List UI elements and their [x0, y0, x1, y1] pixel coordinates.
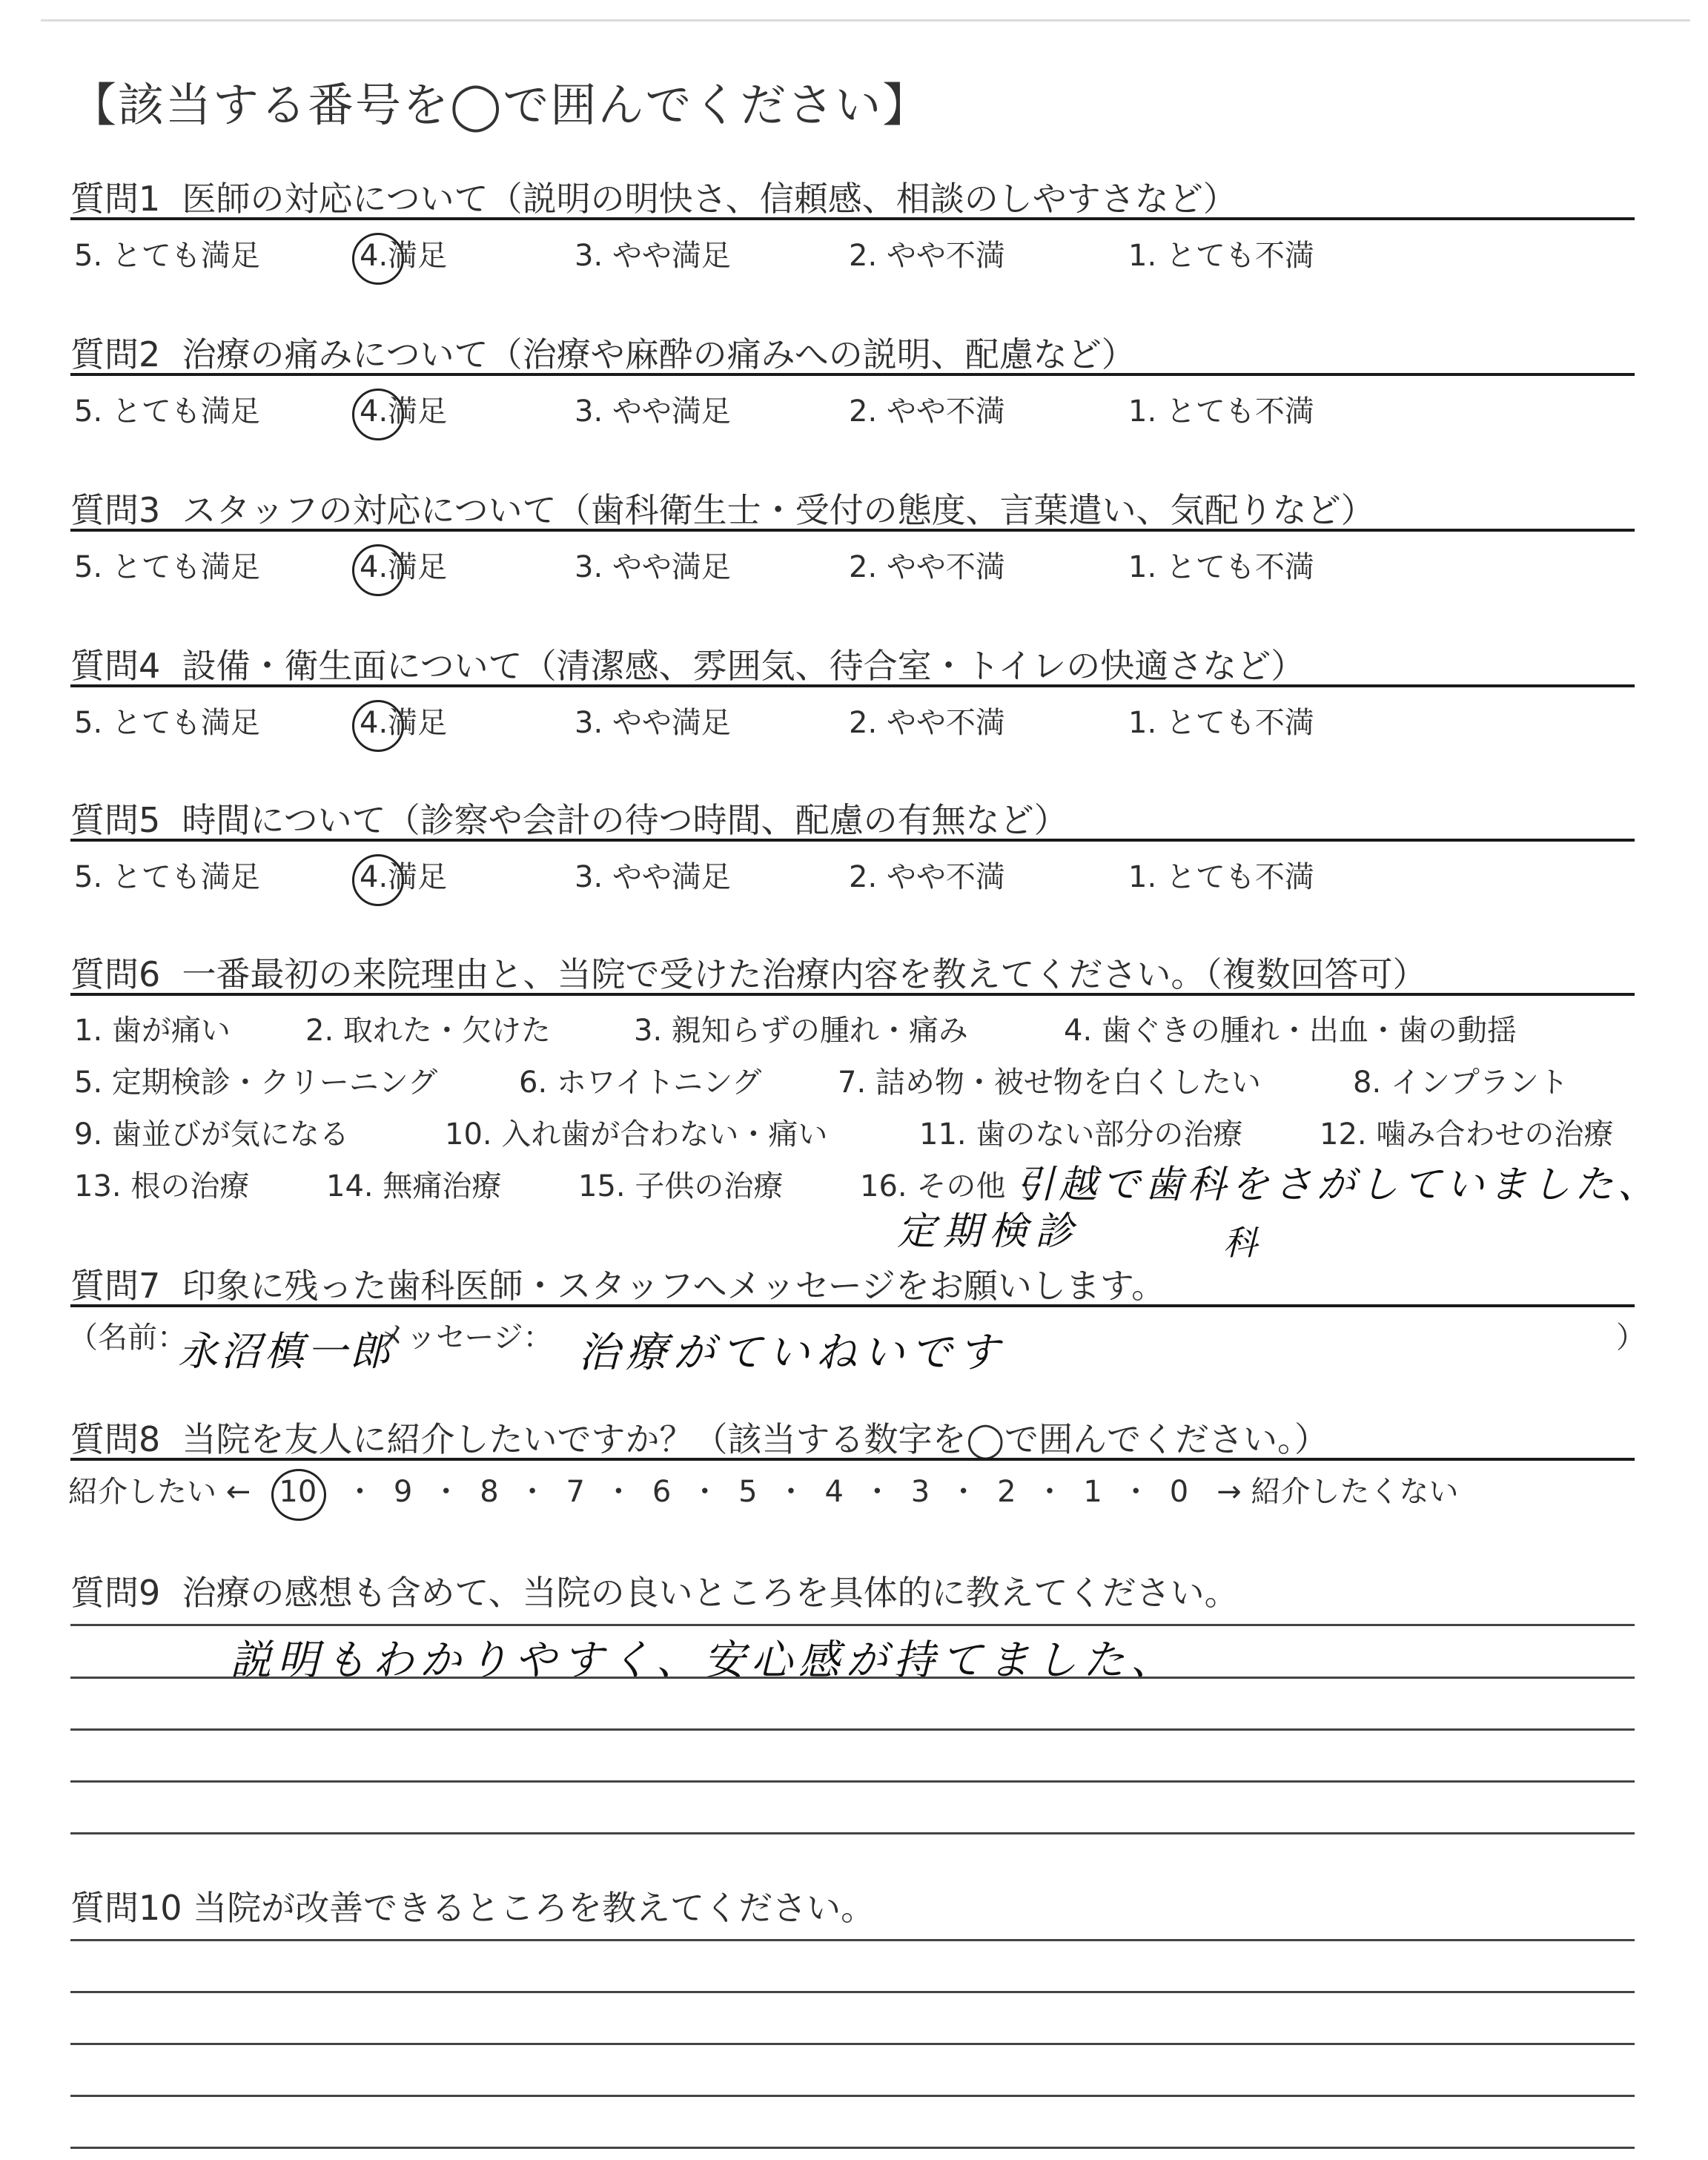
q6-option-4[interactable]: 4. 歯ぐきの腫れ・出血・歯の動揺: [1064, 1014, 1517, 1048]
q10-line-5: [70, 2147, 1635, 2149]
q5-option-4-label: 満足: [388, 860, 448, 894]
question-6-title: [70, 948, 1427, 997]
q7-message-label: メッセージ：: [377, 1321, 553, 1355]
question-9-label: 質問9: [70, 1573, 161, 1613]
q6-option-12[interactable]: 12. 噛み合わせの治療: [1320, 1117, 1614, 1152]
question-4-label: 質問4: [70, 646, 161, 686]
q3-option-4[interactable]: [360, 544, 447, 586]
question-7-title: [70, 1259, 1165, 1308]
q6-option-7[interactable]: 7. 詰め物・被せ物を白くしたい: [838, 1066, 1261, 1100]
q6-other-handwritten: 引越で歯科をさがしていました、: [1016, 1163, 1661, 1207]
q9-line-1: [70, 1624, 1635, 1626]
q6-option-8[interactable]: 8. インプラント: [1353, 1066, 1569, 1100]
q3-option-3[interactable]: 3. やや満足: [575, 550, 731, 584]
q6-other-handwritten-2: 定期検診: [897, 1209, 1082, 1254]
q2-option-4-label: 満足: [388, 394, 448, 429]
q2-option-3[interactable]: 3. やや満足: [575, 394, 731, 429]
question-1-text: 医師の対応について（説明の明快さ、信頼感、相談のしやすさなど）: [182, 179, 1237, 219]
q1-option-1[interactable]: 1. とても不満: [1128, 239, 1314, 273]
q2-option-4[interactable]: [360, 388, 447, 430]
q6-option-13[interactable]: 13. 根の治療: [74, 1169, 250, 1203]
q7-name-label: （名前：: [68, 1321, 187, 1355]
question-4-text: 設備・衛生面について（清潔感、雰囲気、待合室・トイレの快適さなど）: [182, 646, 1305, 686]
q8-score-0[interactable]: 0: [1169, 1475, 1189, 1509]
q5-option-5[interactable]: 5. とても満足: [74, 860, 260, 894]
q4-option-5[interactable]: 5. とても満足: [74, 706, 260, 740]
question-3-title: [70, 483, 1375, 532]
question-8-text: 当院を友人に紹介したいですか？（該当する数字を◯で囲んでください。）: [182, 1419, 1329, 1459]
question-9-title: [70, 1566, 1239, 1615]
q6-option-2[interactable]: 2. 取れた・欠けた: [305, 1014, 551, 1048]
q8-left-label: 紹介したい ←: [68, 1475, 251, 1509]
question-6-text: 一番最初の来院理由と、当院で受けた治療内容を教えてください。（複数回答可）: [182, 954, 1427, 994]
page-title: 【該当する番号を◯で囲んでください】: [70, 78, 930, 132]
question-5-rule: [70, 839, 1635, 842]
q6-option-16[interactable]: 16. その他（: [860, 1169, 1036, 1203]
q2-option-1[interactable]: 1. とても不満: [1128, 394, 1314, 429]
q4-selected-circle: 4.: [360, 706, 388, 740]
q8-score-4[interactable]: 4: [824, 1475, 844, 1509]
q8-score-3[interactable]: 3: [910, 1475, 930, 1509]
q6-other-handwritten-3: 科: [1223, 1223, 1265, 1263]
q8-score-9[interactable]: 9: [393, 1475, 413, 1509]
q3-option-1[interactable]: 1. とても不満: [1128, 550, 1314, 584]
q5-option-1[interactable]: 1. とても不満: [1128, 860, 1314, 894]
q8-score-5[interactable]: 5: [738, 1475, 758, 1509]
q5-selected-circle: 4.: [360, 860, 388, 894]
question-8-title: [70, 1413, 1328, 1462]
q8-score-10[interactable]: 10: [279, 1475, 317, 1509]
question-5-label: 質問5: [70, 800, 161, 840]
q1-option-3[interactable]: 3. やや満足: [575, 239, 731, 273]
question-10-label: 質問10: [70, 1888, 182, 1928]
q6-option-9[interactable]: 9. 歯並びが気になる: [74, 1117, 349, 1152]
question-9-text: 治療の感想も含めて、当院の良いところを具体的に教えてください。: [182, 1573, 1239, 1613]
question-10-text: 当院が改善できるところを教えてください。: [193, 1888, 875, 1928]
q1-option-4[interactable]: [360, 232, 447, 274]
q3-option-2[interactable]: 2. やや不満: [849, 550, 1005, 584]
q10-line-1: [70, 1939, 1635, 1941]
q6-option-10[interactable]: 10. 入れ歯が合わない・痛い: [445, 1117, 828, 1152]
q4-option-2[interactable]: 2. やや不満: [849, 706, 1005, 740]
q6-option-11[interactable]: 11. 歯のない部分の治療: [919, 1117, 1243, 1152]
q2-option-2[interactable]: 2. やや不満: [849, 394, 1005, 429]
question-1-rule: [70, 217, 1635, 220]
q1-option-4-label: 満足: [388, 239, 448, 273]
question-2-text: 治療の痛みについて（治療や麻酔の痛みへの説明、配慮など）: [182, 334, 1136, 374]
question-2-title: [70, 328, 1136, 377]
q7-name-value[interactable]: 永沼槙一郎: [178, 1328, 393, 1375]
q8-scale: 紹介したい ← 10 ・ 9 ・ 8 ・ 7 ・ 6 ・ 5 ・ 4 ・ 3 ・ 2 ・ 1 ・ 0 → 紹介したくない: [68, 1475, 1459, 1509]
question-3-text: スタッフの対応について（歯科衛生士・受付の態度、言葉遣い、気配りなど）: [182, 490, 1375, 530]
q1-option-2[interactable]: 2. やや不満: [849, 239, 1005, 273]
q10-line-4: [70, 2095, 1635, 2097]
q9-line-3: [70, 1728, 1635, 1731]
question-4-title: [70, 639, 1305, 688]
q8-score-1[interactable]: 1: [1083, 1475, 1102, 1509]
q6-option-14[interactable]: 14. 無痛治療: [326, 1169, 502, 1203]
q3-option-5[interactable]: 5. とても満足: [74, 550, 260, 584]
q5-option-3[interactable]: 3. やや満足: [575, 860, 731, 894]
q8-score-6[interactable]: 6: [652, 1475, 672, 1509]
q7-close-paren: ）: [1616, 1321, 1646, 1355]
question-2-rule: [70, 373, 1635, 376]
question-3-label: 質問3: [70, 490, 161, 530]
question-10-title: [70, 1881, 875, 1930]
question-3-rule: [70, 529, 1635, 532]
top-border: [41, 19, 1690, 22]
q4-option-1[interactable]: 1. とても不満: [1128, 706, 1314, 740]
q6-option-3[interactable]: 3. 親知らずの腫れ・痛み: [634, 1014, 968, 1048]
question-7-label: 質問7: [70, 1266, 161, 1306]
q3-selected-circle: 4.: [360, 550, 388, 584]
q4-option-3[interactable]: 3. やや満足: [575, 706, 731, 740]
q2-selected-circle: 4.: [360, 394, 388, 429]
question-5-text: 時間について（診察や会計の待つ時間、配慮の有無など）: [182, 800, 1068, 840]
q8-score-7[interactable]: 7: [566, 1475, 585, 1509]
question-8-label: 質問8: [70, 1419, 161, 1459]
q9-line-4: [70, 1780, 1635, 1783]
q9-answer[interactable]: 説明もわかりやすく、安心感が持てました、: [230, 1636, 1178, 1685]
q6-option-15[interactable]: 15. 子供の治療: [578, 1169, 784, 1203]
question-4-rule: [70, 684, 1635, 687]
question-7-rule: [70, 1304, 1635, 1307]
q3-option-4-label: 満足: [388, 550, 448, 584]
q5-option-4[interactable]: [360, 853, 447, 896]
q4-option-4[interactable]: [360, 699, 447, 742]
q1-selected-circle: 4.: [360, 239, 388, 273]
q6-option-6[interactable]: 6. ホワイトニング: [519, 1066, 762, 1100]
question-7-text: 印象に残った歯科医師・スタッフへメッセージをお願いします。: [182, 1266, 1166, 1306]
q4-option-4-label: 満足: [388, 706, 448, 740]
question-5-title: [70, 793, 1068, 842]
question-1-label: 質問1: [70, 179, 161, 219]
q10-line-2: [70, 1991, 1635, 1993]
q8-right-label: → 紹介したくない: [1217, 1475, 1459, 1509]
question-1-title: [70, 172, 1237, 221]
q8-score-8[interactable]: 8: [480, 1475, 499, 1509]
q2-option-5[interactable]: 5. とても満足: [74, 394, 260, 429]
question-2-label: 質問2: [70, 334, 161, 374]
q9-line-5: [70, 1832, 1635, 1834]
q8-score-2[interactable]: 2: [997, 1475, 1016, 1509]
question-6-rule: [70, 993, 1635, 996]
q9-line-2: [70, 1677, 1635, 1679]
question-8-rule: [70, 1458, 1635, 1461]
q6-option-5[interactable]: 5. 定期検診・クリーニング: [74, 1066, 438, 1100]
q10-line-3: [70, 2043, 1635, 2045]
q5-option-2[interactable]: 2. やや不満: [849, 860, 1005, 894]
q6-option-1[interactable]: 1. 歯が痛い: [74, 1014, 231, 1048]
q7-message-value[interactable]: 治療がていねいです: [578, 1329, 1005, 1377]
question-6-label: 質問6: [70, 954, 161, 994]
q1-option-5[interactable]: 5. とても満足: [74, 239, 260, 273]
